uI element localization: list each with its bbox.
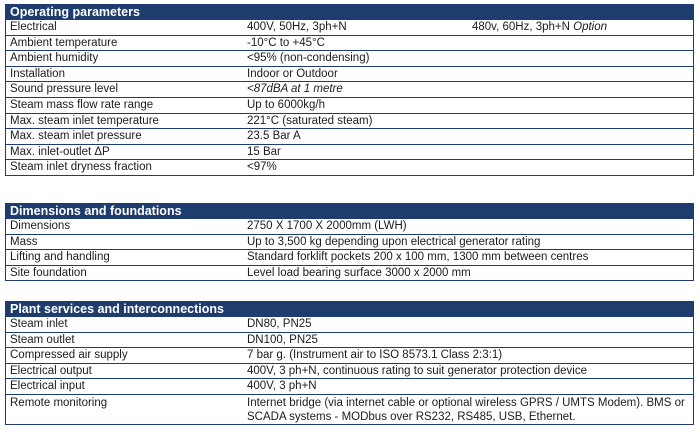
row-value: <97% bbox=[247, 161, 277, 174]
row-value: <87dBA at 1 metre bbox=[247, 83, 343, 96]
row-label: Dimensions bbox=[10, 220, 71, 232]
option-value: 480v, 60Hz, 3ph+N bbox=[472, 21, 570, 33]
row-value: 2750 X 1700 X 2000mm (LWH) bbox=[247, 220, 407, 232]
dimensions-foundations-section bbox=[5, 203, 694, 281]
option-label: Option bbox=[573, 21, 608, 33]
section-heading: Dimensions and foundations bbox=[5, 203, 694, 219]
table-row bbox=[6, 145, 693, 161]
row-value: DN100, PN25 bbox=[247, 333, 318, 346]
table-row bbox=[6, 395, 693, 425]
row-label: Installation bbox=[10, 67, 65, 80]
row-label: Max. steam inlet temperature bbox=[10, 114, 159, 127]
table-row bbox=[6, 266, 693, 282]
row-value: Up to 6000kg/h bbox=[247, 98, 326, 111]
table-row bbox=[6, 235, 693, 251]
row-label: Ambient humidity bbox=[10, 52, 99, 65]
operating-parameters-section bbox=[5, 4, 694, 176]
row-value: DN80, PN25 bbox=[247, 318, 312, 330]
table-row bbox=[6, 98, 693, 114]
row-label: Steam inlet dryness fraction bbox=[10, 161, 152, 174]
table-row bbox=[6, 219, 693, 235]
row-value: 221°C (saturated steam) bbox=[247, 114, 373, 127]
table-row bbox=[6, 114, 693, 130]
table-row bbox=[6, 82, 693, 98]
row-value: 23.5 Bar A bbox=[247, 130, 301, 143]
row-label: Lifting and handling bbox=[10, 251, 110, 264]
plant-services-section bbox=[5, 301, 694, 425]
row-label: Mass bbox=[10, 235, 38, 248]
row-value: 15 Bar bbox=[247, 145, 281, 158]
row-option bbox=[472, 20, 607, 36]
row-value: Indoor or Outdoor bbox=[247, 67, 338, 80]
row-label: Electrical bbox=[10, 21, 57, 33]
row-label: Max. steam inlet pressure bbox=[10, 130, 142, 143]
section-heading: Plant services and interconnections bbox=[5, 301, 694, 317]
row-label: Steam outlet bbox=[10, 333, 75, 346]
row-label: Compressed air supply bbox=[10, 349, 128, 362]
row-label: Electrical output bbox=[10, 364, 92, 377]
row-value: Up to 3,500 kg depending upon electrical generator rating bbox=[247, 235, 541, 248]
table-row bbox=[6, 250, 693, 266]
row-label: Site foundation bbox=[10, 266, 87, 279]
row-value: 400V, 50Hz, 3ph+N bbox=[247, 21, 347, 33]
table-row bbox=[6, 51, 693, 67]
row-label: Max. inlet-outlet ΔP bbox=[10, 145, 110, 158]
table-row bbox=[6, 160, 693, 176]
table-row bbox=[6, 129, 693, 145]
row-value: 400V, 3 ph+N bbox=[247, 380, 317, 393]
row-label: Sound pressure level bbox=[10, 83, 119, 96]
table-row bbox=[6, 20, 693, 36]
table-row bbox=[6, 36, 693, 52]
row-label: Electrical input bbox=[10, 380, 85, 393]
row-value: 7 bar g. (Instrument air to ISO 8573.1 Class 2:3:1) bbox=[247, 349, 503, 362]
row-value: Level load bearing surface 3000 x 2000 mm bbox=[247, 266, 471, 279]
row-label: Ambient temperature bbox=[10, 36, 118, 49]
row-label: Steam inlet bbox=[10, 318, 68, 330]
section-heading: Operating parameters bbox=[5, 4, 694, 20]
table-row bbox=[6, 67, 693, 83]
table-row bbox=[6, 364, 693, 380]
row-label: Remote monitoring bbox=[10, 396, 108, 409]
table-row bbox=[6, 348, 693, 364]
table-row bbox=[6, 379, 693, 395]
row-label: Steam mass flow rate range bbox=[10, 98, 154, 111]
row-value: <95% (non-condensing) bbox=[247, 52, 370, 65]
row-value: 400V, 3 ph+N, continuous rating to suit generator protection device bbox=[247, 364, 588, 377]
row-value: -10°C to +45°C bbox=[247, 36, 325, 49]
table-row bbox=[6, 317, 693, 333]
table-row bbox=[6, 333, 693, 349]
row-value: Standard forklift pockets 200 x 100 mm, 1300 mm between centres bbox=[247, 251, 589, 264]
row-value: Internet bridge (via internet cable or optional wireless GPRS / UMTS Modem). BMS or SCADA systems - MODbus over RS232, RS485, USB, Ethernet. bbox=[247, 396, 685, 423]
